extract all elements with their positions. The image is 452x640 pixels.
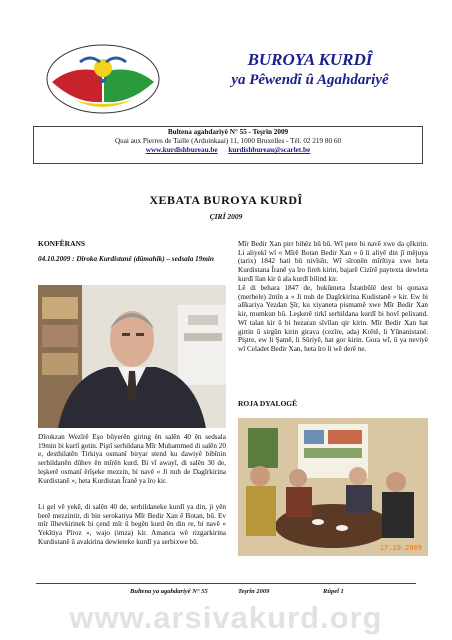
masthead-subtitle: ya Pêwendî û Agahdariyê [231,72,389,88]
conference-paragraph-2: Li gel vê yekê, di salên 40 de, serhildaneke kurdî ya din, ji yên berê mezzintir, di bin serokatiya Mîr Bedir Xan ê Botan, bû. Ev mîr îlhevkirinek bi çend mîr û begên kurd ên din re, bi navê « Yekîtiya Pîroz », wajo (imza) kir. Amanca wê rizgarkirina Kurdistanê û avakirina dewleteke kurdî ya serbixwe bû. [38,503,226,546]
website-link[interactable]: www.kurdishbureau.be [145,146,218,154]
conference-heading: KONFÊRANS [38,239,86,248]
history-paragraph-1: Mîr Bedir Xan pirr bihêz bû bû. Wî pere bi navê xwe da çêkirin. Li aliyekî wî « Mîrê Botan Bedir Xan » û li aliyê din jî mêjuya (tarix) 1842 hati bû nivîsîn. Wî sîronên mîrîtiya xwe heta Kurdistana Îranê ya îro fireh kirin, bajarê Cizîrê paytexta dewleta kurdî îlan kir û ala kurdî bilind kir. [238,240,428,283]
watermark: www.arsivakurd.org [69,600,383,635]
section-title: XEBATA BUROYA KURDÎ [149,193,303,207]
history-paragraph-2: Lê di behara 1847 de, hukûmeta Îstanbûlê dest bi qonaxa (merhele) 2mîn a « Ji nuh de Dagîrkirina Kudistanê » kir. Ew bi alîkariya Yezdan Şîr, ku xiyaneta pismamê xwe Mîr Bedir Xan kir, mumkun bû. Leşkerê tirkî serhildana kurdî bi hovî pelixand. Wî talan kir û bi hezaran sîvîlan qir kirin. Mîr Bedir Xan hat girtin û sirgûn kirin girava (cezîre, ada) Krêtê, li Yûnanistanê. Piştre, ew li Şamê, li Sûriyê, hat gor kirin. Gora wî, û ya neviyê wî Celadet Bedir Xan, heta îro li wê derê ne. [238,284,428,353]
logo [44,42,162,116]
masthead-title: BUROYA KURDÎ [247,50,373,69]
speaker-photo [38,285,226,428]
conference-subheading: 04.10.2009 : Dîroka Kurdistanê (dûmahîk) – sedsala 19min [38,255,214,263]
conference-paragraph-1: Dîrokzan Wezîrê Eşo bûyerên giring ên salên 40 ên sedsala 19min bi kurtî gotin. Piştî serhildana Mîr Muhammed di salên 20 e, desthilatên Tirkiya osmanî biryar stend ku dawiyê bibînin serhildanên dûhev ên mîrên kurd. Bi vî awayî, di salên 30 de, leşkerê osmanî êrîşeke mezzin, bi navê « Ji nuh de Dagîrkirina Kurdistanê », heta Kurdistan Îranê ya îro kir. [38,433,226,485]
photo-date-stamp: 17.10.2009 [379,544,422,552]
address-line: Quai aux Pierres de Taille (Arduinkaai) 11, 1000 Bruxelles - Tél. 02 219 80 60 [114,137,342,145]
footer-divider [36,583,416,584]
footer-month: Teşrîn 2009 [238,588,270,595]
contact-links [34,146,422,155]
dialogue-day-photo [238,418,428,556]
footer-page-number: Rûpel 1 [323,588,344,595]
footer-bulletin: Bultena ya agahdariyê N° 55 [130,588,208,595]
dialogue-day-heading: ROJA DYALOGÊ [238,399,298,408]
bulletin-info-box [33,126,423,164]
email-link[interactable]: kurdishbureau@scarlet.be [228,146,311,154]
section-date: ÇIRÎ 2009 [209,212,243,221]
issue-line: Bultena agahdariyê N° 55 - Teşrîn 2009 [167,128,289,136]
